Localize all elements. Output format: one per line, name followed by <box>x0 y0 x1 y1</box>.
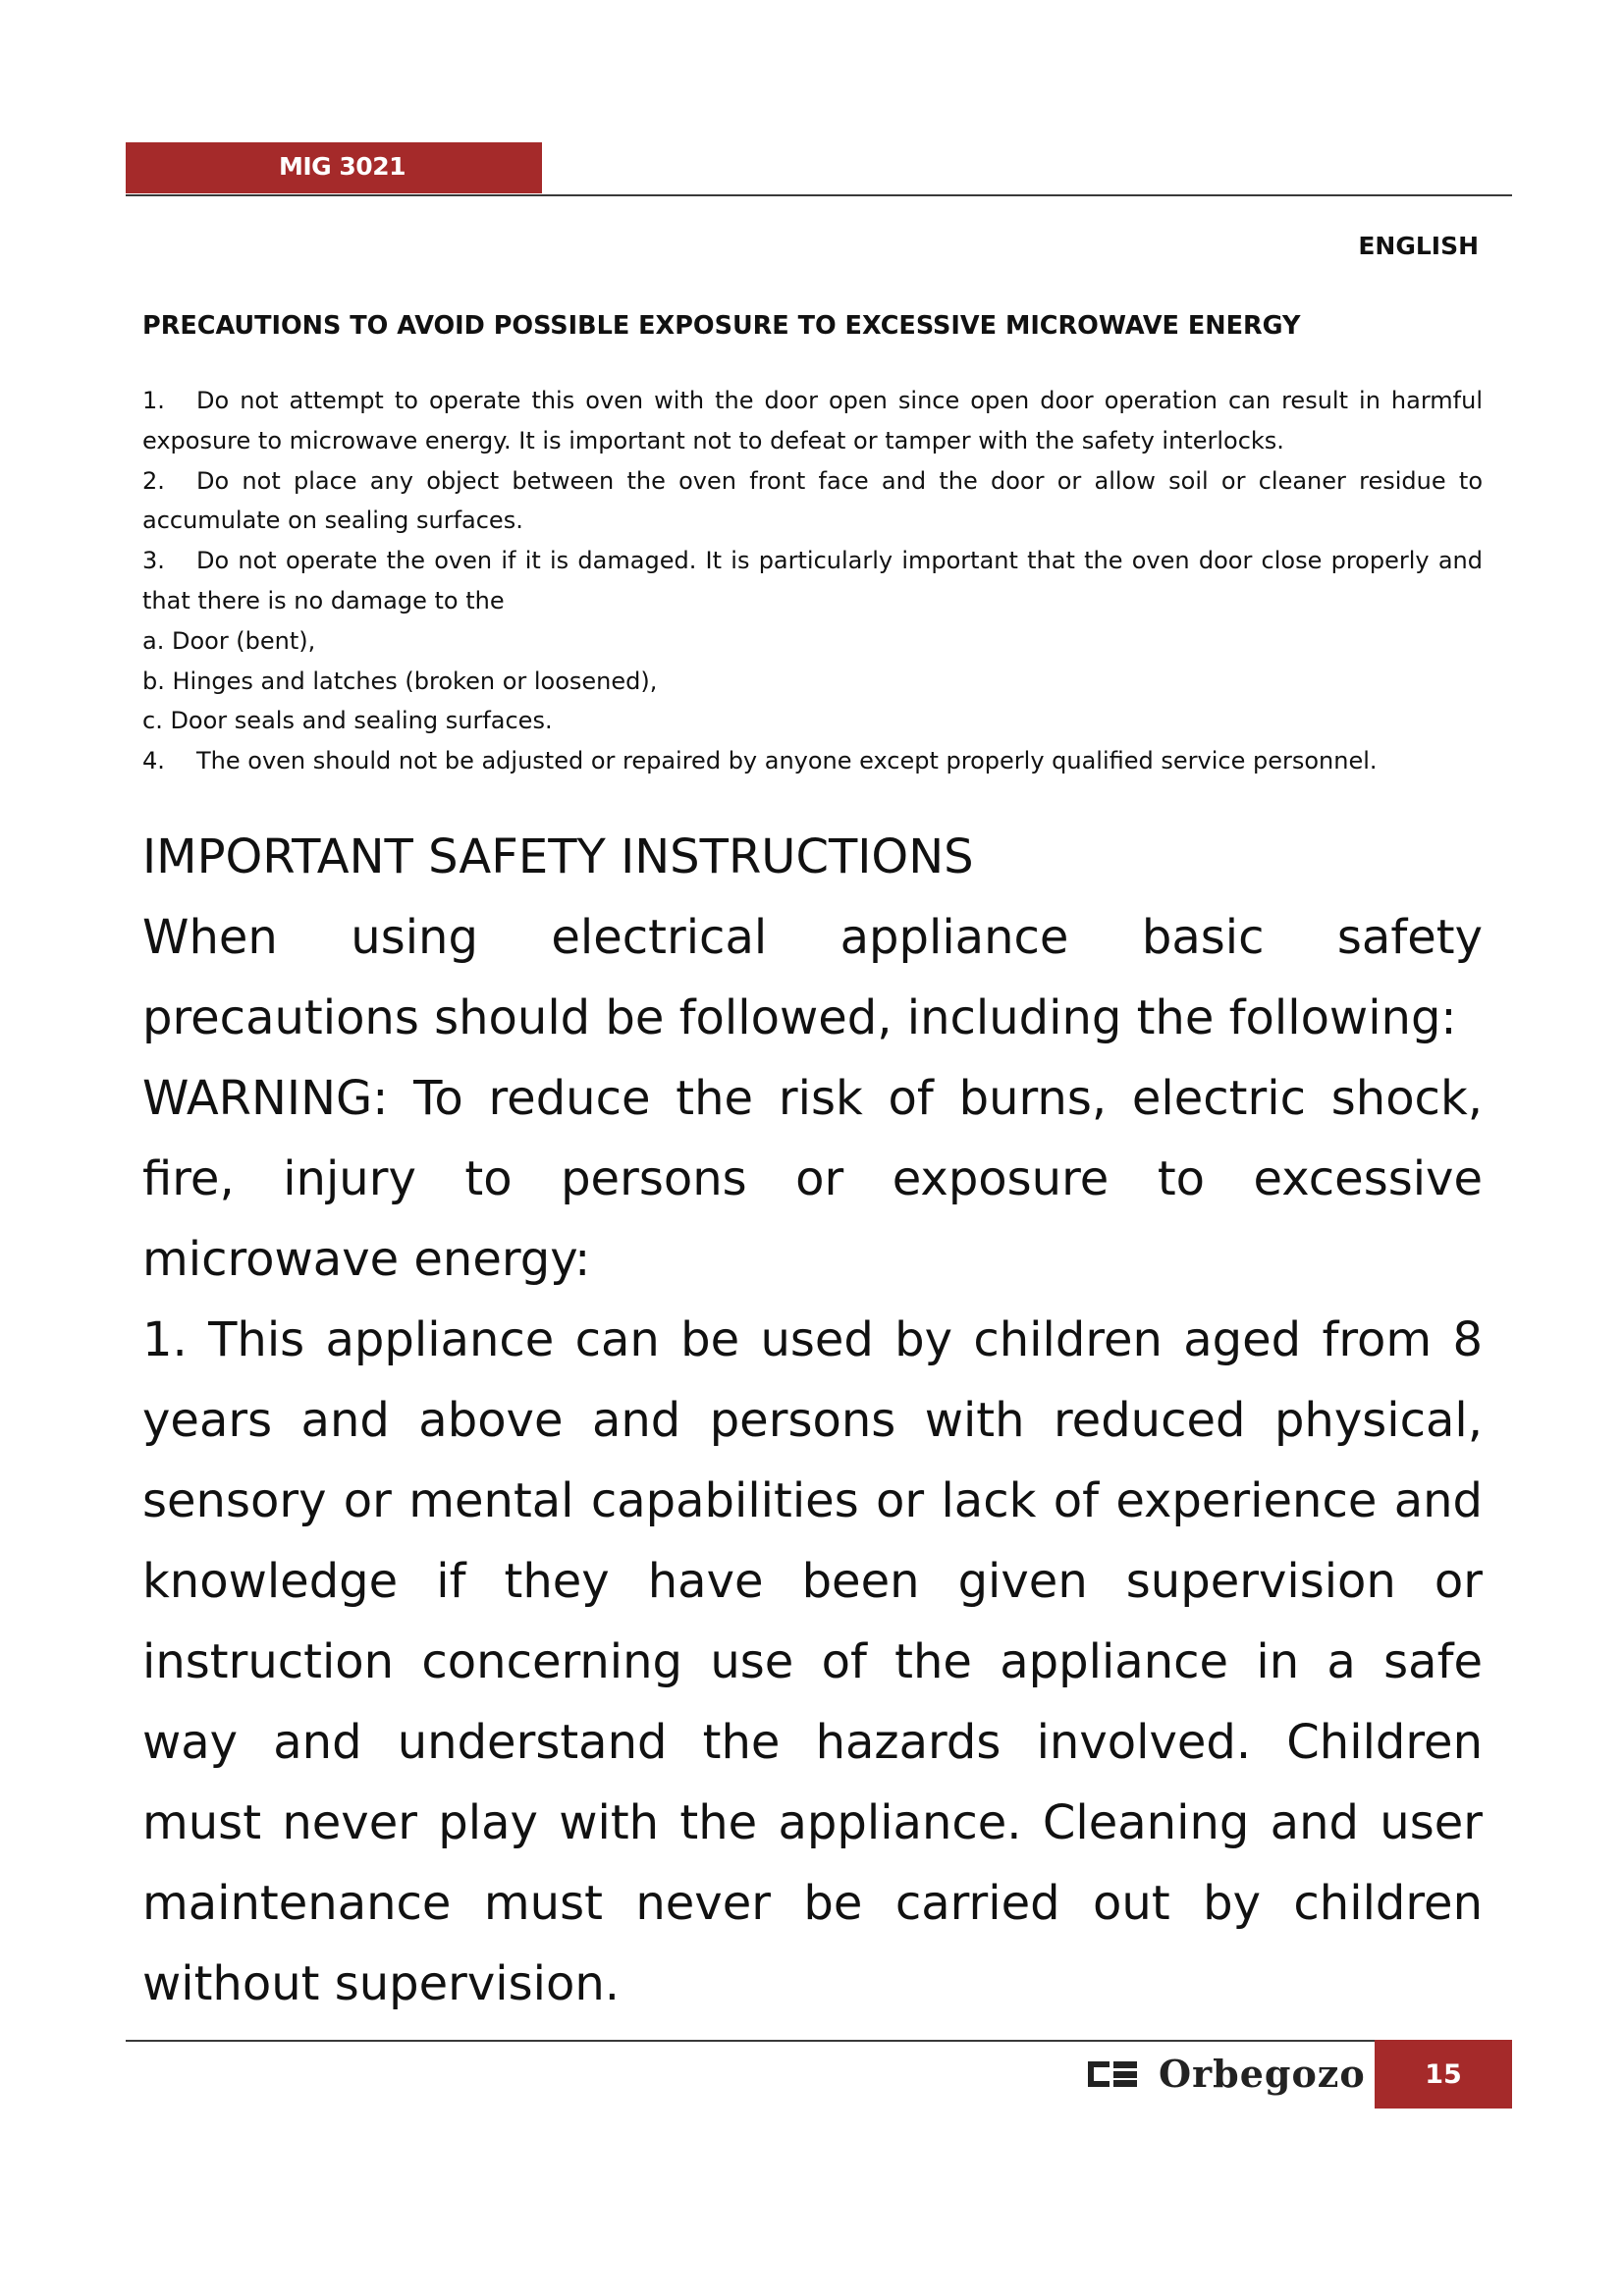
page-number: 15 <box>1425 2058 1462 2090</box>
precautions-list <box>142 381 1483 781</box>
warning-text: WARNING: To reduce the risk of burns, electric shock, fire, injury to persons or exposure to excessive microwave energy: <box>142 1070 1483 1287</box>
precaution-item-4 <box>142 741 1483 781</box>
precaution-item-2 <box>142 461 1483 542</box>
precautions-title: PRECAUTIONS TO AVOID POSSIBLE EXPOSURE TO EXCESSIVE MICROWAVE ENERGY <box>142 311 1301 341</box>
header-divider <box>126 194 1512 196</box>
page-number-box <box>1375 2040 1512 2109</box>
precaution-subitem-a: a. Door (bent), <box>142 626 316 655</box>
item-text: Do not place any object between the oven front face and the door or allow soil or cleaner residue to accumulate on sealing surfaces. <box>142 466 1483 535</box>
brand-logo-icon <box>1088 2057 1137 2091</box>
precaution-item-3 <box>142 541 1483 621</box>
item-number: 3. <box>142 547 165 575</box>
item-number: 4. <box>142 747 165 775</box>
item-text: Do not operate the oven if it is damaged. It is particularly important that the oven door close properly and that there is no damage to the <box>142 547 1483 614</box>
important-safety-section <box>142 817 1483 2024</box>
model-label: MIG 3021 <box>279 152 406 181</box>
important-title: IMPORTANT SAFETY INSTRUCTIONS <box>142 828 974 884</box>
important-item-1: 1. This appliance can be used by children aged from 8 years and above and persons with reduced physical, sensory or mental capabilities or lack of experience and knowledge if they have been given supervision or instruction concerning use of the appliance in a safe way and understand the hazards involved. Children must never play with the appliance. Cleaning and user maintenance must never be carried out by children without supervision. <box>142 1311 1483 2011</box>
footer-logo <box>1088 2052 1366 2096</box>
footer-divider <box>126 2040 1424 2042</box>
item-text: The oven should not be adjusted or repaired by anyone except properly qualified service personnel. <box>196 747 1378 775</box>
language-label: ENGLISH <box>1358 232 1479 260</box>
precaution-subitem-b: b. Hinges and latches (broken or loosened), <box>142 667 658 695</box>
precaution-subitem-c: c. Door seals and sealing surfaces. <box>142 707 553 735</box>
important-intro: When using electrical appliance basic safety precautions should be followed, including the following: <box>142 909 1483 1045</box>
brand-name: Orbegozo <box>1159 2052 1366 2096</box>
page-content <box>142 306 1483 2024</box>
precaution-item-1 <box>142 381 1483 461</box>
item-number: 1. <box>142 387 165 414</box>
item-text: Do not attempt to operate this oven with the door open since open door operation can result in harmful exposure to microwave energy. It is important not to defeat or tamper with the safety interlocks. <box>142 387 1483 454</box>
item-number: 2. <box>142 466 165 495</box>
